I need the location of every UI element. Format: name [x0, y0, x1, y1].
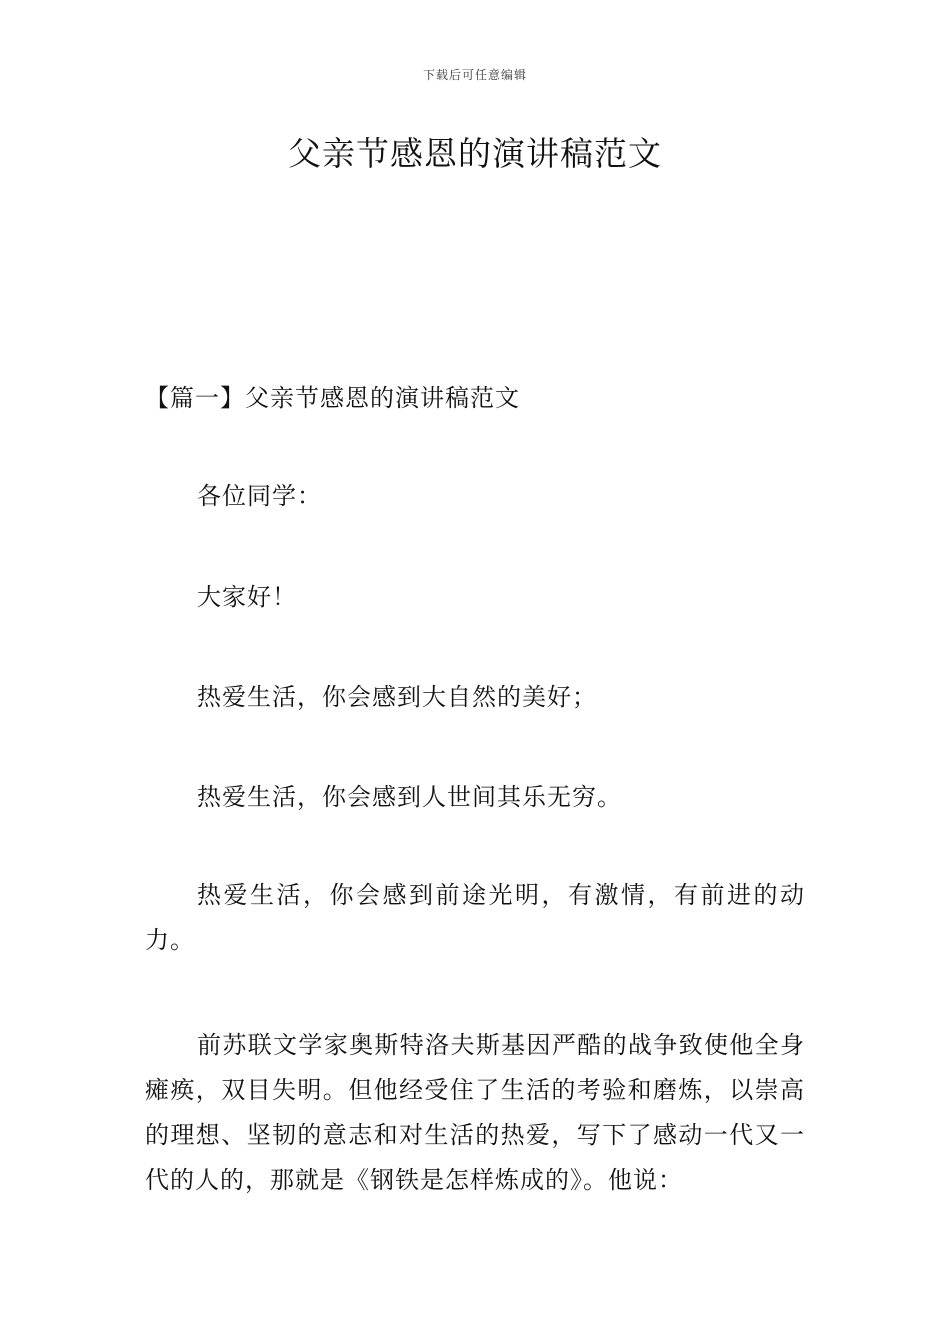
- paragraph-joy: 热爱生活，你会感到人世间其乐无穷。: [197, 783, 622, 811]
- paragraph-future: 热爱生活，你会感到前途光明，有激情，有前进的动力。: [145, 881, 805, 954]
- paragraph-hello: 大家好！: [197, 583, 297, 611]
- section-heading: 【篇一】父亲节感恩的演讲稿范文: [145, 384, 520, 412]
- header-note: 下载后可任意编辑: [422, 68, 527, 82]
- document-title: 父亲节感恩的演讲稿范文: [288, 134, 662, 173]
- paragraph-nature: 热爱生活，你会感到大自然的美好；: [197, 683, 597, 711]
- paragraph-ostrovsky: 前苏联文学家奥斯特洛夫斯基因严酷的战争致使他全身瘫痪，双目失明。但他经受住了生活的考验和磨炼，以崇高的理想、坚韧的意志和对生活的热爱，写下了感动一代又一代的人的，那就是《钢铁是怎样炼成的》。他说：: [145, 1031, 805, 1194]
- paragraph-greeting: 各位同学：: [197, 482, 322, 510]
